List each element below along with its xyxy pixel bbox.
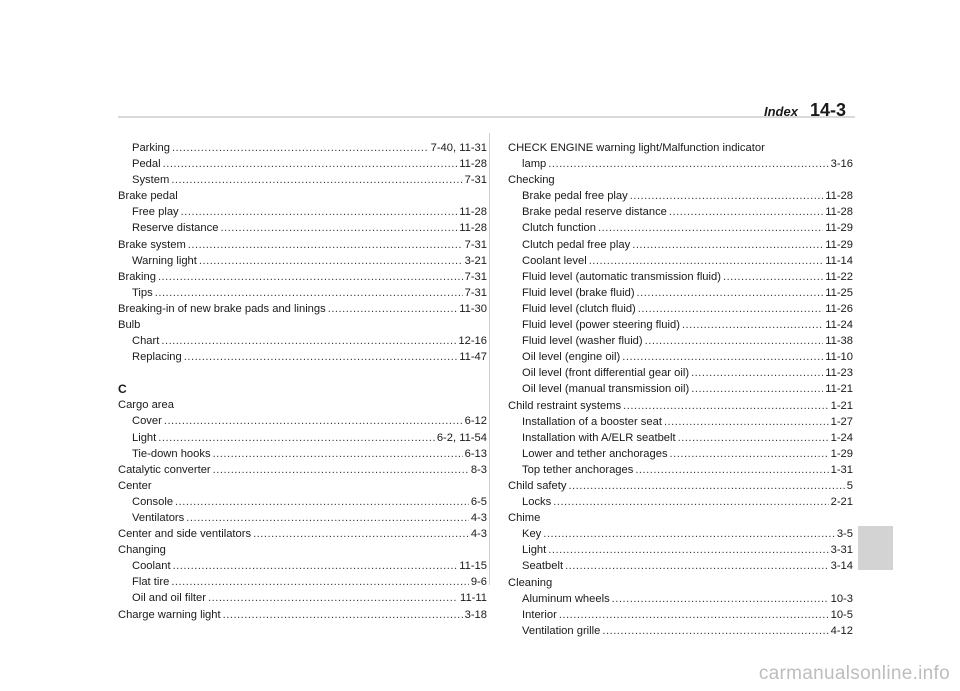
dot-leader (682, 317, 823, 333)
index-entry-term: Installation of a booster seat (522, 415, 662, 428)
dot-leader (553, 494, 828, 510)
dot-leader (213, 446, 463, 462)
dot-leader (253, 526, 469, 542)
dot-leader (632, 237, 823, 253)
index-entry-page: 4-3 (470, 528, 487, 541)
index-entry (508, 494, 853, 510)
index-entry-term: Cover (132, 415, 162, 428)
dot-leader (188, 237, 463, 253)
index-entry-term: Clutch function (522, 222, 597, 235)
index-entry (118, 269, 487, 285)
index-entry-page: 11-47 (459, 351, 487, 364)
index-entry-page: 11-30 (459, 302, 487, 315)
index-entry-page: 3-18 (464, 608, 487, 621)
dot-leader (158, 269, 463, 285)
index-entry-page: 1-24 (830, 431, 853, 444)
index-entry-term: Oil level (manual transmission oil) (522, 383, 690, 396)
index-entry (508, 365, 853, 381)
dot-leader (589, 253, 824, 269)
index-entry-term: Oil level (engine oil) (522, 351, 621, 364)
index-heading: Cleaning (508, 576, 553, 589)
index-entry-page: 11-28 (825, 206, 853, 219)
index-heading: Chime (508, 512, 541, 525)
index-entry-page: 11-22 (825, 270, 853, 283)
index-entry-page: 11-10 (825, 351, 853, 364)
dot-leader (543, 526, 835, 542)
index-entry-page: 1-21 (830, 399, 853, 412)
index-entry-term: Interior (522, 608, 557, 621)
index-heading: Center (118, 479, 152, 492)
dot-leader (623, 398, 828, 414)
index-heading: Checking (508, 174, 555, 187)
index-entry-page: 12-16 (458, 335, 487, 348)
index-entry (508, 526, 853, 542)
index-letter-heading: C (118, 382, 127, 397)
index-entry (118, 333, 487, 349)
column-divider (489, 133, 490, 585)
index-entry-page: 11-21 (825, 383, 853, 396)
index-entry (118, 349, 487, 365)
dot-leader (635, 462, 828, 478)
dot-leader (158, 430, 435, 446)
index-entry-page: 11-28 (459, 158, 487, 171)
dot-leader (328, 301, 457, 317)
index-entry (508, 349, 853, 365)
dot-leader (186, 510, 469, 526)
index-entry-term: Console (132, 495, 174, 508)
index-entry (508, 462, 853, 478)
index-entry (508, 285, 853, 301)
index-entry (118, 574, 487, 590)
index-entry (508, 558, 853, 574)
dot-leader (164, 413, 463, 429)
index-entry (508, 333, 853, 349)
index-entry-term: Breaking-in of new brake pads and linings (118, 302, 326, 315)
index-entry-term: Top tether anchorages (522, 463, 634, 476)
index-entry-term: Fluid level (clutch fluid) (522, 302, 636, 315)
dot-leader (171, 574, 469, 590)
index-entry-term: Replacing (132, 351, 182, 364)
index-entry-page: 11-14 (825, 254, 853, 267)
dot-leader (637, 285, 824, 301)
index-entry-page: 3-21 (464, 254, 487, 267)
index-entry (118, 156, 487, 172)
index-entry (508, 204, 853, 220)
index-entry-term: Light (522, 544, 547, 557)
index-entry (508, 301, 853, 317)
index-entry-term: Pedal (132, 158, 161, 171)
index-entry-page: 7-31 (464, 238, 487, 251)
dot-leader (163, 156, 458, 172)
dot-leader (181, 204, 458, 220)
index-entry-page: 6-2, 11-54 (436, 431, 487, 444)
dot-leader (548, 542, 828, 558)
dot-leader (565, 558, 829, 574)
index-entry-page: 4-3 (470, 511, 487, 524)
index-entry-page: 11-26 (825, 302, 853, 315)
index-entry (118, 494, 487, 510)
index-entry-term: Tips (132, 286, 153, 299)
index-entry-term: Lower and tether anchorages (522, 447, 668, 460)
index-entry-term: Catalytic converter (118, 463, 211, 476)
dot-leader (664, 414, 829, 430)
index-entry-page: 11-29 (825, 238, 853, 251)
index-entry-term: Locks (522, 496, 552, 509)
index-entry (508, 156, 853, 172)
index-entry-term: Fluid level (power steering fluid) (522, 319, 680, 332)
index-entry-page: 11-24 (825, 319, 853, 332)
index-entry (508, 591, 853, 607)
index-entry-page: 7-31 (464, 174, 487, 187)
index-entry-term: Aluminum wheels (522, 592, 610, 605)
index-entry (118, 462, 487, 478)
index-entry (508, 269, 853, 285)
index-entry-page: 11-11 (460, 592, 487, 605)
dot-leader (638, 301, 823, 317)
index-entry-term: Coolant level (522, 254, 587, 267)
index-entry (508, 381, 853, 397)
index-entry (508, 414, 853, 430)
index-entry-term: Reserve distance (132, 222, 219, 235)
dot-leader (161, 333, 456, 349)
index-entry (508, 446, 853, 462)
dot-leader (184, 349, 457, 365)
index-entry-term: Key (522, 528, 542, 541)
dot-leader (612, 591, 829, 607)
index-entry-page: 11-29 (825, 222, 853, 235)
index-entry (118, 510, 487, 526)
index-entry-term: Charge warning light (118, 608, 221, 621)
index-entry (118, 446, 487, 462)
index-entry-page: 11-38 (825, 335, 853, 348)
header-page-number: 14-3 (809, 100, 846, 120)
index-entry-page: 7-40, 11-31 (430, 142, 487, 154)
index-entry-page: 11-15 (459, 560, 487, 573)
index-heading: Cargo area (118, 399, 174, 412)
index-entry (118, 253, 487, 269)
dot-leader (155, 285, 463, 301)
dot-leader (598, 220, 823, 236)
dot-leader (602, 623, 828, 639)
index-entry-term: Fluid level (automatic transmission fluid) (522, 270, 721, 283)
index-entry (118, 237, 487, 253)
index-entry-page: 6-5 (470, 495, 487, 508)
section-thumb-tab (858, 526, 893, 570)
index-entry-page: 10-5 (830, 608, 853, 621)
index-entry (118, 558, 487, 574)
index-entry-term: Fluid level (brake fluid) (522, 286, 635, 299)
index-entry (118, 172, 487, 188)
index-entry-page: 2-21 (830, 496, 853, 509)
index-entry (508, 623, 853, 639)
index-entry-term: Flat tire (132, 576, 170, 589)
index-entry (508, 398, 853, 414)
index-entry-term: Center and side ventilators (118, 528, 252, 541)
index-entry-term: Free play (132, 206, 179, 219)
dot-leader (559, 607, 829, 623)
index-entry (118, 590, 487, 606)
dot-leader (691, 365, 823, 381)
index-heading: Bulb (118, 319, 141, 332)
dot-leader (670, 446, 829, 462)
index-entry-page: 11-23 (825, 367, 853, 380)
dot-leader (172, 140, 429, 156)
dot-leader (669, 204, 823, 220)
index-entry (508, 478, 853, 494)
index-entry (118, 220, 487, 236)
index-entry (508, 317, 853, 333)
index-entry-page: 1-31 (830, 463, 853, 476)
index-entry-term: Installation with A/ELR seatbelt (522, 431, 676, 444)
index-entry (118, 204, 487, 220)
dot-leader (223, 607, 463, 623)
index-entry-page: 1-29 (830, 447, 853, 460)
index-entry-page: 11-28 (459, 206, 487, 219)
index-entry-page: 3-14 (830, 560, 853, 573)
index-entry-page: 7-31 (464, 270, 487, 283)
index-entry-term: Ventilation grille (522, 624, 601, 637)
index-entry-page: 6-13 (464, 447, 487, 460)
dot-leader (723, 269, 823, 285)
dot-leader (208, 590, 458, 606)
dot-leader (173, 558, 458, 574)
dot-leader (678, 430, 829, 446)
dot-leader (213, 462, 469, 478)
index-entry-page: 5 (846, 479, 853, 492)
header-section-title: Index (764, 104, 798, 119)
index-entry-page: 11-28 (459, 222, 487, 235)
header-rule (118, 116, 855, 118)
index-entry-term: Clutch pedal free play (522, 238, 631, 251)
index-column-left (118, 140, 487, 623)
dot-leader (630, 188, 823, 204)
index-heading: Brake pedal (118, 190, 178, 203)
index-entry-page: 3-31 (830, 544, 853, 557)
index-entry-term: Child restraint systems (508, 399, 622, 412)
index-entry-term: Oil level (front differential gear oil) (522, 367, 690, 380)
dot-leader (691, 381, 823, 397)
index-entry-page: 8-3 (470, 463, 487, 476)
index-entry (508, 188, 853, 204)
dot-leader (568, 478, 844, 494)
index-column-right (508, 140, 853, 639)
index-entry-term: lamp (522, 158, 547, 171)
watermark: carmanualsonline.info (758, 663, 950, 684)
index-entry-term: Brake pedal reserve distance (522, 206, 667, 219)
index-heading: CHECK ENGINE warning light/Malfunction indicator (508, 142, 765, 154)
index-entry (508, 253, 853, 269)
index-entry (118, 140, 487, 156)
dot-leader (220, 220, 457, 236)
index-entry-page: 4-12 (830, 624, 853, 637)
index-entry (508, 430, 853, 446)
index-entry (118, 607, 487, 623)
dot-leader (199, 253, 463, 269)
page-header (764, 100, 846, 121)
index-entry-term: System (132, 174, 170, 187)
index-entry-term: Oil and oil filter (132, 592, 206, 605)
index-entry-page: 3-16 (830, 158, 853, 171)
index-entry (118, 413, 487, 429)
index-entry-page: 1-27 (830, 415, 853, 428)
index-entry (118, 430, 487, 446)
dot-leader (622, 349, 823, 365)
index-entry-page: 3-5 (836, 528, 853, 541)
index-entry-page: 10-3 (830, 592, 853, 605)
index-entry-term: Coolant (132, 560, 171, 573)
index-entry-term: Ventilators (132, 511, 185, 524)
index-entry-term: Child safety (508, 479, 567, 492)
index-entry-term: Light (132, 431, 157, 444)
index-entry-term: Chart (132, 335, 160, 348)
index-entry (118, 526, 487, 542)
index-entry (508, 542, 853, 558)
index-entry-term: Brake pedal free play (522, 190, 628, 203)
index-entry-term: Fluid level (washer fluid) (522, 335, 643, 348)
index-entry-page: 6-12 (464, 415, 487, 428)
index-entry-term: Brake system (118, 238, 186, 251)
index-entry-term: Warning light (132, 254, 197, 267)
dot-leader (548, 156, 828, 172)
index-heading: Changing (118, 544, 166, 557)
index-entry-page: 11-28 (825, 190, 853, 203)
index-entry (118, 285, 487, 301)
index-entry (508, 237, 853, 253)
index-entry-term: Tie-down hooks (132, 447, 211, 460)
index-entry-term: Seatbelt (522, 560, 564, 573)
index-entry (508, 607, 853, 623)
index-entry-page: 9-6 (470, 576, 487, 589)
index-entry (118, 301, 487, 317)
index-entry-page: 7-31 (464, 286, 487, 299)
index-entry (508, 220, 853, 236)
dot-leader (171, 172, 462, 188)
index-entry-term: Braking (118, 270, 156, 283)
dot-leader (175, 494, 469, 510)
index-entry-term: Parking (132, 142, 170, 154)
index-entry-page: 11-25 (825, 286, 853, 299)
dot-leader (645, 333, 824, 349)
